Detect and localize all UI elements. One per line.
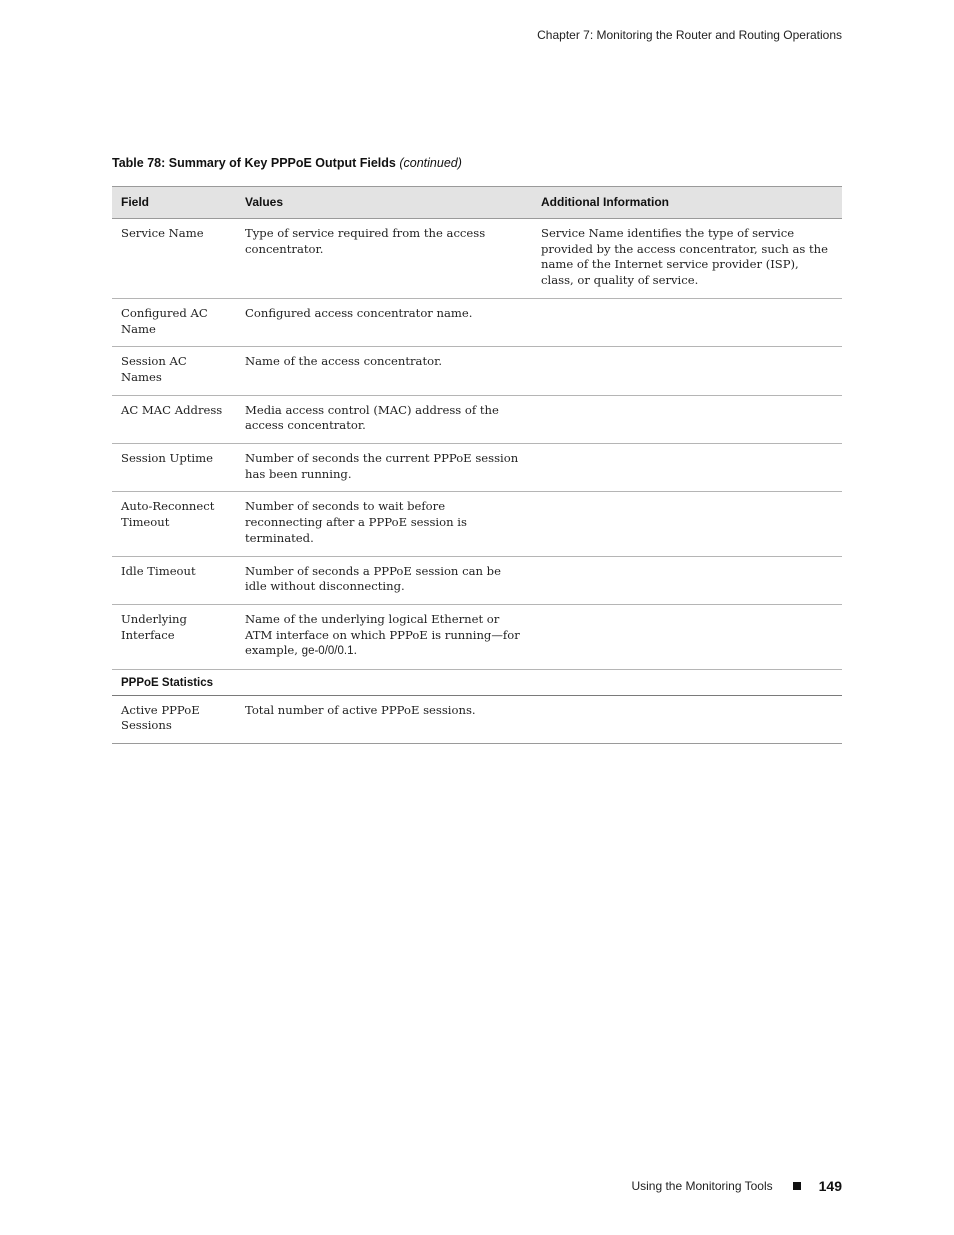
table-header-row bbox=[112, 187, 842, 219]
values-cell: Name of the access concentrator. bbox=[236, 347, 532, 395]
info-cell bbox=[532, 298, 842, 346]
table-row bbox=[112, 298, 842, 346]
values-cell: Media access control (MAC) address of the access concentrator. bbox=[236, 395, 532, 443]
values-cell: Number of seconds to wait before reconnecting after a PPPoE session is terminated. bbox=[236, 492, 532, 556]
page-number: 149 bbox=[818, 1178, 842, 1194]
pppoe-fields-table-container bbox=[112, 186, 842, 744]
running-header: Chapter 7: Monitoring the Router and Routing Operations bbox=[537, 28, 842, 42]
table-row bbox=[112, 395, 842, 443]
values-cell: Number of seconds a PPPoE session can be idle without disconnecting. bbox=[236, 556, 532, 604]
table-row bbox=[112, 219, 842, 299]
values-cell: Number of seconds the current PPPoE session has been running. bbox=[236, 444, 532, 492]
field-cell: Active PPPoE Sessions bbox=[112, 695, 236, 743]
table-row bbox=[112, 604, 842, 669]
values-cell: Type of service required from the access concentrator. bbox=[236, 219, 532, 299]
field-cell: Configured AC Name bbox=[112, 298, 236, 346]
table-row bbox=[112, 347, 842, 395]
column-header-additional-information: Additional Information bbox=[532, 187, 842, 219]
info-cell bbox=[532, 444, 842, 492]
table-caption bbox=[112, 156, 462, 170]
field-cell: Idle Timeout bbox=[112, 556, 236, 604]
page-footer bbox=[631, 1178, 842, 1194]
info-cell bbox=[532, 395, 842, 443]
footer-section-label: Using the Monitoring Tools bbox=[631, 1179, 773, 1193]
field-cell: AC MAC Address bbox=[112, 395, 236, 443]
info-cell bbox=[532, 347, 842, 395]
square-bullet-icon bbox=[793, 1182, 801, 1190]
values-text: Name of the underlying logical Ethernet or ATM interface on which PPPoE is running—for example, bbox=[245, 611, 520, 658]
field-cell: Session Uptime bbox=[112, 444, 236, 492]
field-cell: Service Name bbox=[112, 219, 236, 299]
table-caption-title: Table 78: Summary of Key PPPoE Output Fields bbox=[112, 156, 396, 170]
info-cell bbox=[532, 556, 842, 604]
table-row bbox=[112, 444, 842, 492]
section-title: PPPoE Statistics bbox=[112, 670, 842, 696]
pppoe-fields-table bbox=[112, 186, 842, 744]
info-cell: Service Name identifies the type of service provided by the access concentrator, such as the name of the Internet service provider (ISP), class, or quality of service. bbox=[532, 219, 842, 299]
info-cell bbox=[532, 695, 842, 743]
table-caption-continued: (continued) bbox=[399, 156, 462, 170]
column-header-field: Field bbox=[112, 187, 236, 219]
column-header-values: Values bbox=[236, 187, 532, 219]
section-header-row bbox=[112, 670, 842, 696]
values-cell: Total number of active PPPoE sessions. bbox=[236, 695, 532, 743]
values-cell bbox=[236, 604, 532, 669]
values-cell: Configured access concentrator name. bbox=[236, 298, 532, 346]
interface-code: ge-0/0/0.1 bbox=[301, 645, 354, 658]
info-cell bbox=[532, 492, 842, 556]
field-cell: Session AC Names bbox=[112, 347, 236, 395]
info-cell bbox=[532, 604, 842, 669]
field-cell: Auto-Reconnect Timeout bbox=[112, 492, 236, 556]
values-text-end: . bbox=[353, 643, 358, 658]
table-row bbox=[112, 695, 842, 743]
field-cell: Underlying Interface bbox=[112, 604, 236, 669]
table-row bbox=[112, 556, 842, 604]
table-row bbox=[112, 492, 842, 556]
